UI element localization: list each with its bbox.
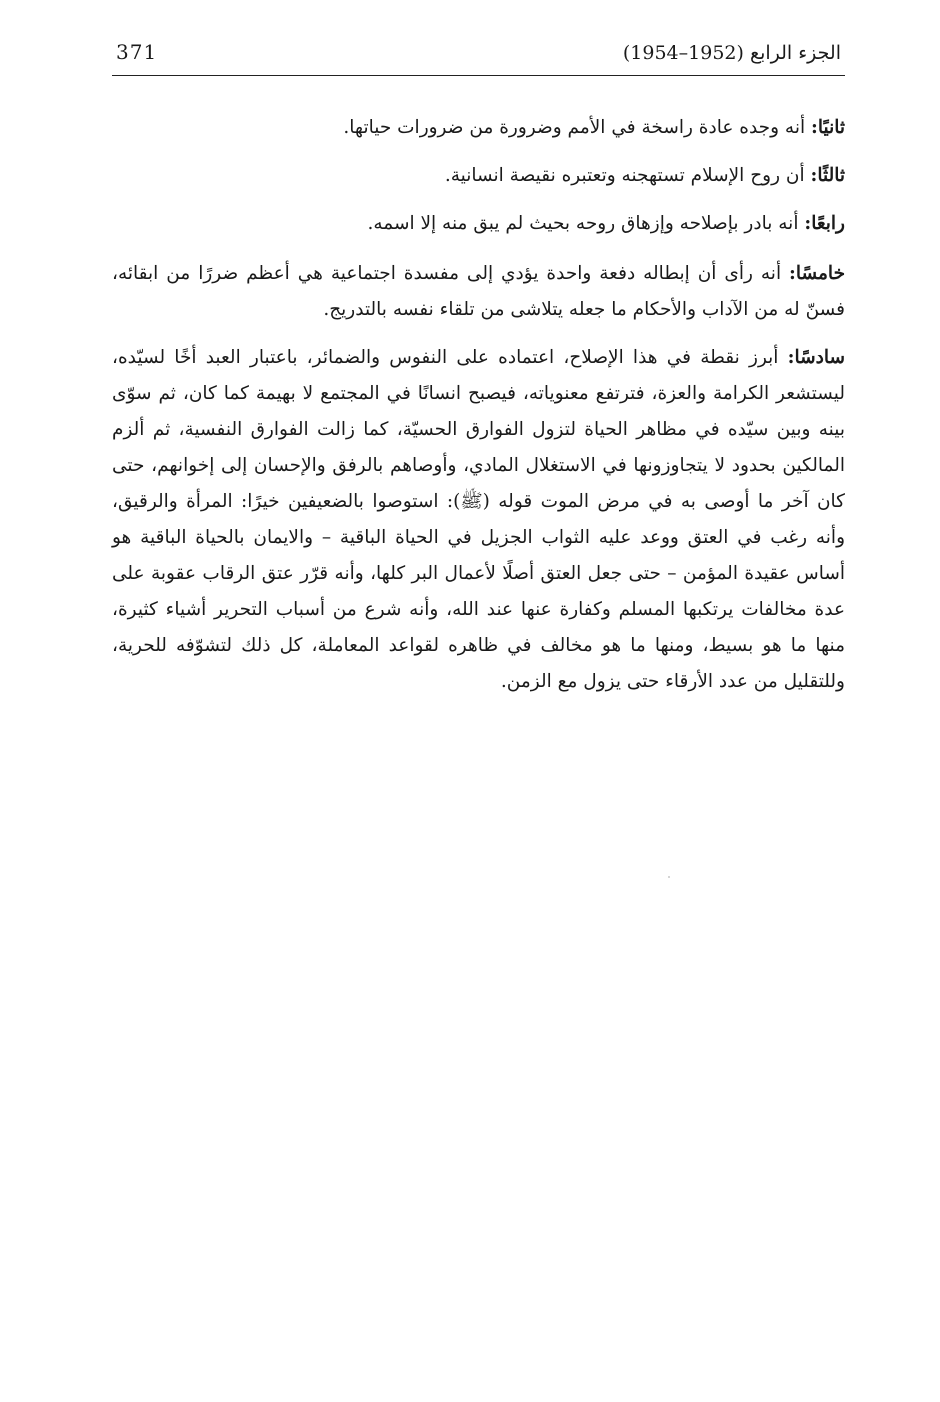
paper-speck — [668, 876, 670, 878]
page-body — [112, 110, 845, 710]
running-head: الجزء الرابع (1952–1954) — [622, 42, 841, 64]
page-number: 371 — [116, 40, 158, 64]
item-text: أنه وجده عادة راسخة في الأمم وضرورة من ضرورات حياتها. — [343, 117, 806, 138]
item-text: أنه رأى أن إبطاله دفعة واحدة يؤدي إلى مفسدة اجتماعية هي أعظم ضررًا من ابقائه، فسنّ له من الآداب والأحكام ما جعله يتلاشى من تلقاء نفسه بالتدريج. — [112, 263, 845, 320]
item-label: رابعًا: — [804, 213, 845, 234]
item-text: أبرز نقطة في هذا الإصلاح، اعتماده على النفوس والضمائر، باعتبار العبد أخًا لسيّده، ليستشعر الكرامة والعزة، فترتفع معنوياته، فيصبح انسانًا في المجتمع لا بهيمة كما كان، ثم سوّى بينه وبين سيّده في مظاهر الحياة لتزول الفوارق الحسيّة، كما زالت الفوارق النفسية، ثم ألزم المالكين بحدود لا يتجاوزونها في الاستغلال المادي، وأوصاهم بالرفق والإحسان إلى إخوانهم، حتى كان آخر ما أوصى به في مرض الموت قوله (ﷺ): استوصوا بالضعيفين خيرًا: المرأة والرقيق، وأنه رغب في العتق ووعد عليه الثواب الجزيل في الحياة الباقية – والايمان بالحياة الباقية هو أساس عقيدة المؤمن – حتى جعل العتق أصلًا لأعمال البر كلها، وأنه قرّر عتق الرقاب عقوبة على عدة مخالفات يرتكبها المسلم وكفارة عنها عند الله، وأنه شرع من أسباب التحرير أشياء كثيرة، منها ما هو بسيط، ومنها ما هو مخالف في ظاهره لقواعد المعاملة، كل ذلك لتشوّفه للحرية، وللتقليل من عدد الأرقاء حتى يزول مع الزمن. — [112, 347, 845, 692]
header-rule — [112, 75, 845, 76]
item-text: أن روح الإسلام تستهجنه وتعتبره نقيصة انسانية. — [444, 165, 805, 186]
item-label: خامسًا: — [789, 263, 845, 284]
page-header — [112, 36, 845, 76]
item-label: ثالثًا: — [810, 165, 845, 186]
list-item — [112, 256, 845, 328]
list-item — [112, 110, 845, 146]
list-item — [112, 340, 845, 700]
list-item — [112, 206, 845, 242]
item-label: سادسًا: — [787, 347, 846, 368]
list-item — [112, 158, 845, 194]
item-label: ثانيًا: — [811, 117, 845, 138]
item-text: أنه بادر بإصلاحه وإزهاق روحه بحيث لم يبق منه إلا اسمه. — [367, 213, 799, 234]
